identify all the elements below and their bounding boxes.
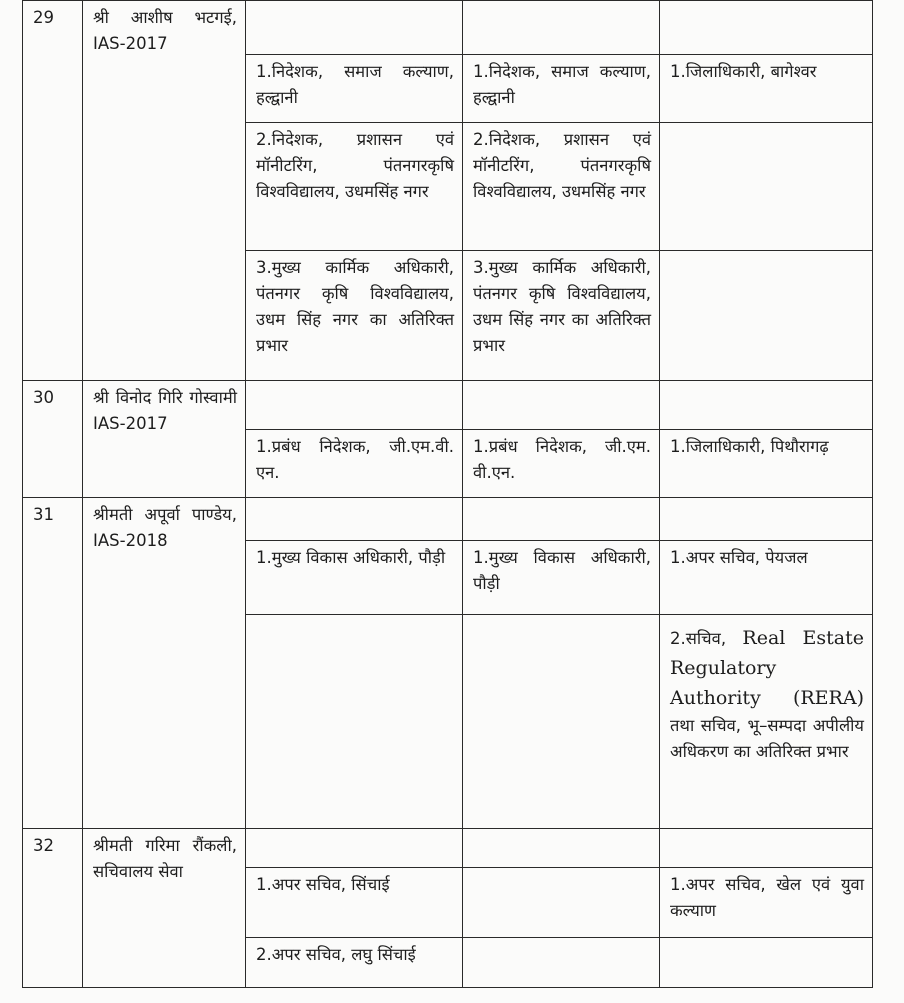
officer-name: श्रीमती अपूर्वा पाण्डेय, IAS-2018 bbox=[83, 498, 246, 829]
current-post: 1.प्रबंध निदेशक, जी.एम.वी. एन. bbox=[246, 430, 463, 498]
table-row bbox=[23, 498, 873, 541]
table-row bbox=[23, 829, 873, 868]
new-post bbox=[660, 123, 873, 251]
proposed-post bbox=[463, 938, 660, 988]
serial-number: 30 bbox=[23, 381, 83, 498]
new-post: 1.जिलाधिकारी, पिथौरागढ़ bbox=[660, 430, 873, 498]
table-row bbox=[23, 381, 873, 430]
officer-name: श्री आशीष भटगई, IAS-2017 bbox=[83, 1, 246, 381]
officer-name: श्रीमती गरिमा रौंकली, सचिवालय सेवा bbox=[83, 829, 246, 988]
current-post: 1.अपर सचिव, सिंचाई bbox=[246, 868, 463, 938]
serial-number: 32 bbox=[23, 829, 83, 988]
new-post-english: Real Estate Regulatory Authority (RERA) bbox=[670, 627, 864, 709]
new-post bbox=[660, 938, 873, 988]
table-row bbox=[23, 1, 873, 55]
new-post: 1.अपर सचिव, खेल एवं युवा कल्याण bbox=[660, 868, 873, 938]
new-post-suffix: तथा सचिव, भू–सम्पदा अपीलीय अधिकरण का अतिरिक्त प्रभार bbox=[670, 716, 864, 761]
serial-number: 29 bbox=[23, 1, 83, 381]
proposed-post: 1.प्रबंध निदेशक, जी.एम. वी.एन. bbox=[463, 430, 660, 498]
proposed-post: 2.निदेशक, प्रशासन एवं मॉनीटरिंग, पंतनगरकृषि विश्वविद्यालय, उधमसिंह नगर bbox=[463, 123, 660, 251]
proposed-post bbox=[463, 868, 660, 938]
current-post: 2.अपर सचिव, लघु सिंचाई bbox=[246, 938, 463, 988]
officer-name: श्री विनोद गिरि गोस्वामी IAS-2017 bbox=[83, 381, 246, 498]
current-post: 1.मुख्य विकास अधिकारी, पौड़ी bbox=[246, 541, 463, 615]
new-post: 1.अपर सचिव, पेयजल bbox=[660, 541, 873, 615]
new-post bbox=[660, 251, 873, 381]
serial-number: 31 bbox=[23, 498, 83, 829]
transfer-table bbox=[22, 0, 873, 988]
current-post: 1.निदेशक, समाज कल्याण, हल्द्वानी bbox=[246, 55, 463, 123]
proposed-post: 3.मुख्य कार्मिक अधिकारी, पंतनगर कृषि विश्वविद्यालय, उधम सिंह नगर का अतिरिक्त प्रभार bbox=[463, 251, 660, 381]
proposed-post: 1.मुख्य विकास अधिकारी, पौड़ी bbox=[463, 541, 660, 615]
proposed-post: 1.निदेशक, समाज कल्याण, हल्द्वानी bbox=[463, 55, 660, 123]
new-post: 1.जिलाधिकारी, बागेश्वर bbox=[660, 55, 873, 123]
current-post bbox=[246, 615, 463, 829]
new-post bbox=[660, 615, 873, 829]
new-post-prefix: 2.सचिव, bbox=[670, 629, 743, 648]
current-post: 2.निदेशक, प्रशासन एवं मॉनीटरिंग, पंतनगरकृषि विश्वविद्यालय, उधमसिंह नगर bbox=[246, 123, 463, 251]
proposed-post bbox=[463, 615, 660, 829]
current-post: 3.मुख्य कार्मिक अधिकारी, पंतनगर कृषि विश्वविद्यालय, उधम सिंह नगर का अतिरिक्त प्रभार bbox=[246, 251, 463, 381]
